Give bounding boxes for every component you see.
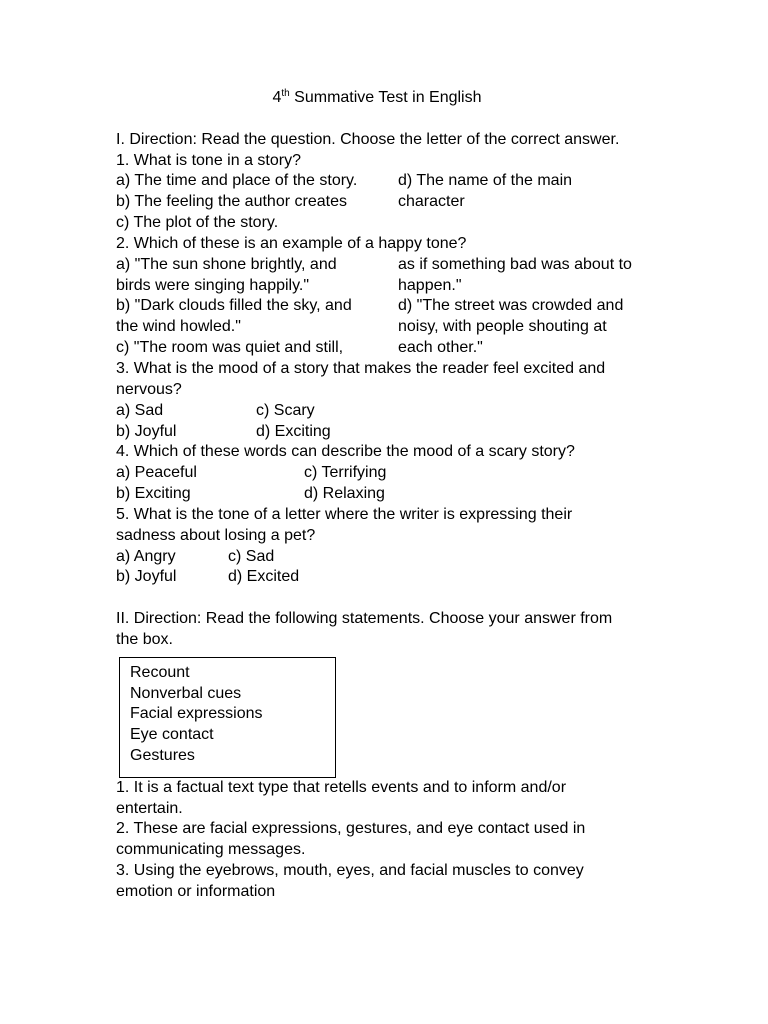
q4-option-a: a) Peaceful: [116, 464, 197, 482]
q1-option-c: c) The plot of the story.: [116, 214, 279, 232]
q1-option-b: b) The feeling the author creates: [116, 193, 347, 211]
q2-option-d-cont: noisy, with people shouting at: [398, 318, 607, 336]
q2-option-b-cont: the wind howled.": [116, 318, 241, 336]
document-page: [116, 88, 656, 903]
q5-option-a: a) Angry: [116, 547, 176, 565]
q2-row5: [116, 338, 656, 359]
part1-direction: I. Direction: Read the question. Choose the letter of the correct answer.: [116, 130, 620, 148]
q2-option-c-cont2: happen.": [398, 276, 462, 294]
q5-row1: [116, 547, 656, 568]
part2-direction: II. Direction: Read the following statements. Choose your answer from: [116, 610, 613, 628]
q4-row2: [116, 484, 656, 505]
q1-option-a: a) The time and place of the story.: [116, 172, 358, 190]
q3-option-d: d) Exciting: [256, 422, 331, 440]
answer-box-item: Nonverbal cues: [130, 684, 242, 702]
q4-question: 4. Which of these words can describe the mood of a scary story?: [116, 443, 575, 461]
q5-row2: [116, 567, 656, 588]
q5-question-cont: sadness about losing a pet?: [116, 526, 316, 544]
statement-1: 1. It is a factual text type that retells events and to inform and/or: [116, 778, 567, 796]
q1-option-d-cont: character: [398, 193, 465, 211]
answer-box-item: Eye contact: [130, 726, 214, 744]
q3-question: 3. What is the mood of a story that makes the reader feel excited and: [116, 359, 606, 377]
answer-box-item: Gestures: [130, 747, 195, 765]
q1-question: 1. What is tone in a story?: [116, 151, 301, 169]
q2-option-c-cont: as if something bad was about to: [398, 255, 632, 273]
statement-3-cont: emotion or information: [116, 883, 276, 900]
q2-row4: [116, 317, 656, 338]
q3-option-a: a) Sad: [116, 401, 164, 419]
q1-row1: [116, 171, 656, 192]
q5-option-c: c) Sad: [228, 547, 275, 565]
q2-option-d-cont2: each other.": [398, 339, 483, 357]
q4-option-d: d) Relaxing: [304, 485, 385, 503]
q2-option-b: b) "Dark clouds filled the sky, and: [116, 297, 352, 315]
q3-row1: [116, 401, 656, 422]
q1-option-d: d) The name of the main: [398, 172, 573, 190]
q2-option-a-cont: birds were singing happily.": [116, 276, 310, 294]
q2-row1: [116, 255, 656, 276]
q5-option-b: b) Joyful: [116, 568, 177, 586]
q2-row3: [116, 296, 656, 317]
q1-row2: [116, 192, 656, 213]
q3-row2: [116, 422, 656, 443]
q2-question: 2. Which of these is an example of a happy tone?: [116, 234, 467, 252]
part2-direction-cont: the box.: [116, 630, 173, 648]
statement-2: 2. These are facial expressions, gestures, and eye contact used in: [116, 820, 586, 838]
statement-2-cont: communicating messages.: [116, 841, 306, 859]
statement-3: 3. Using the eyebrows, mouth, eyes, and facial muscles to convey: [116, 862, 584, 880]
answer-box-item: Recount: [130, 663, 190, 681]
q2-option-c: c) "The room was quiet and still,: [116, 339, 344, 357]
q2-option-d: d) "The street was crowded and: [398, 297, 624, 315]
q4-option-c: c) Terrifying: [304, 464, 387, 482]
answer-box: [119, 657, 336, 778]
document-title: 4th Summative Test in English: [272, 88, 482, 106]
answer-box-item: Facial expressions: [130, 705, 263, 723]
q2-option-a: a) "The sun shone brightly, and: [116, 255, 337, 273]
q2-row2: [116, 276, 656, 297]
q3-question-cont: nervous?: [116, 380, 182, 398]
q3-option-b: b) Joyful: [116, 422, 177, 440]
statement-1-cont: entertain.: [116, 799, 183, 817]
q5-question: 5. What is the tone of a letter where the writer is expressing their: [116, 505, 573, 523]
q4-row1: [116, 463, 656, 484]
q3-option-c: c) Scary: [256, 401, 315, 419]
q4-option-b: b) Exciting: [116, 485, 191, 503]
q5-option-d: d) Excited: [228, 568, 300, 586]
